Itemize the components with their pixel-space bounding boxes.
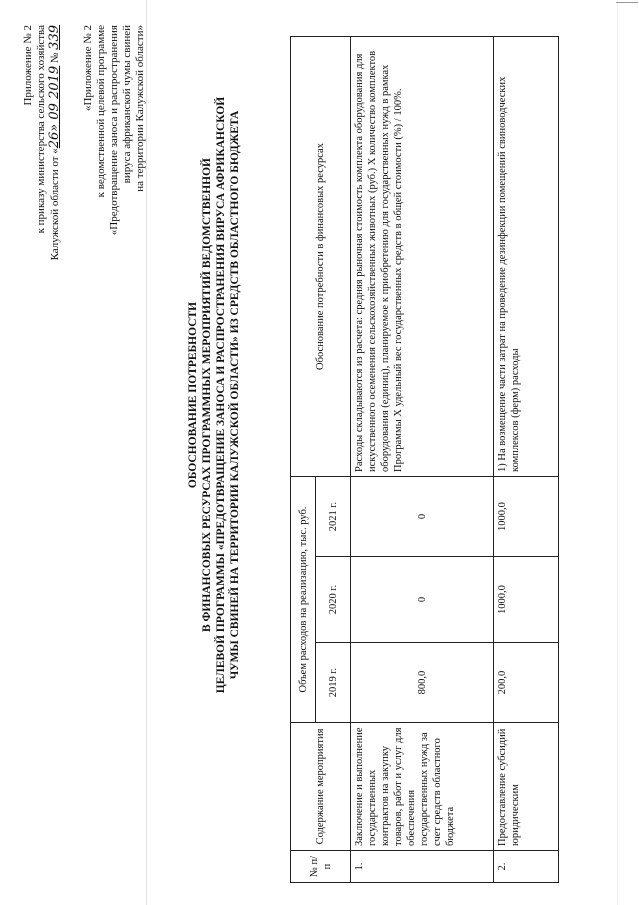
order-number-handwritten: 339 xyxy=(47,25,62,50)
table-row xyxy=(494,37,559,883)
order-approval-block xyxy=(22,25,62,385)
row-content: Заключение и выполнение государственных контрактов на закупку товаров, работ и услуг для обеспечения государственных нужд за счет средств областного бюджета xyxy=(351,723,494,851)
header-num: № п/п xyxy=(291,851,351,883)
row-value-2020: 1000,0 xyxy=(494,557,559,643)
program-approval-block xyxy=(82,25,147,305)
header-content: Содержание мероприятия xyxy=(291,723,351,851)
row-justification: Расходы складываются из расчета: средняя рыночная стоимость комплекта оборудования для искусственного осеменения сельскохозяйственных животных (руб.) Х количество комплектов оборудования (единиц), планируемое к приобретению для государственных нужд в рамках Программы Х удельный вес государственных средств в общей стоимости (%) / 100%. xyxy=(351,37,494,477)
program-line: на территории Калужской области» xyxy=(134,25,146,192)
program-line: к ведомственной целевой программе xyxy=(95,25,107,198)
header-year-2019: 2019 г. xyxy=(316,643,351,723)
row-value-2019: 800,0 xyxy=(351,643,494,723)
header-volume: Объем расходов на реализацию, тыс. руб. xyxy=(291,477,316,723)
row-value-2021: 1000,0 xyxy=(494,477,559,557)
row-justification: 1) На возмещение части затрат на проведение дезинфекции помещений свиноводческих комплексов (ферм) расходы xyxy=(494,37,559,477)
order-day-handwritten: 26 xyxy=(47,131,62,149)
financing-table xyxy=(290,36,559,883)
order-appendix-label: Приложение № 2 xyxy=(22,25,34,106)
table-row xyxy=(351,37,494,883)
row-content: Предоставление субсидий юридическим xyxy=(494,723,559,851)
order-ministry-line: к приказу министерства сельского хозяйства xyxy=(35,25,47,234)
order-month-handwritten: » 09 2019 xyxy=(47,65,62,132)
program-appendix-label: «Приложение № 2 xyxy=(82,25,94,112)
order-date-line: Калужской области от «26» 09 2019 № 339 xyxy=(47,25,62,261)
row-value-2019: 200,0 xyxy=(494,643,559,723)
header-year-2021: 2021 г. xyxy=(316,477,351,557)
row-value-2020: 0 xyxy=(351,557,494,643)
row-num: 2. xyxy=(494,851,559,883)
table-header-row xyxy=(291,37,316,883)
document-title: ОБОСНОВАНИЕ ПОТРЕБНОСТИ В ФИНАНСОВЫХ РЕСУРСАХ ПРОГРАММНЫХ МЕРОПРИЯТИЙ ВЕДОМСТВЕННОЙ ЦЕЛЕВОЙ ПРОГРАММЫ «ПРЕДОТВРАЩЕНИЕ ЗАНОСА И РАСПРОСТРАНЕНИЯ ВИРУСА АФРИКАНСКОЙ ЧУМЫ СВИНЕЙ НА ТЕРРИТОРИИ КАЛУЖСКОЙ ОБЛАСТИ» ИЗ СРЕДСТВ ОБЛАСТНОГО БЮДЖЕТА xyxy=(187,96,241,694)
header-justification: Обоснование потребности в финансовых ресурсах xyxy=(291,37,351,477)
program-line: вируса африканской чумы свиней xyxy=(121,25,133,184)
program-line: «Предотвращение заноса и распространения xyxy=(108,25,120,236)
row-num: 1. xyxy=(351,851,494,883)
header-year-2020: 2020 г. xyxy=(316,557,351,643)
row-value-2021: 0 xyxy=(351,477,494,557)
